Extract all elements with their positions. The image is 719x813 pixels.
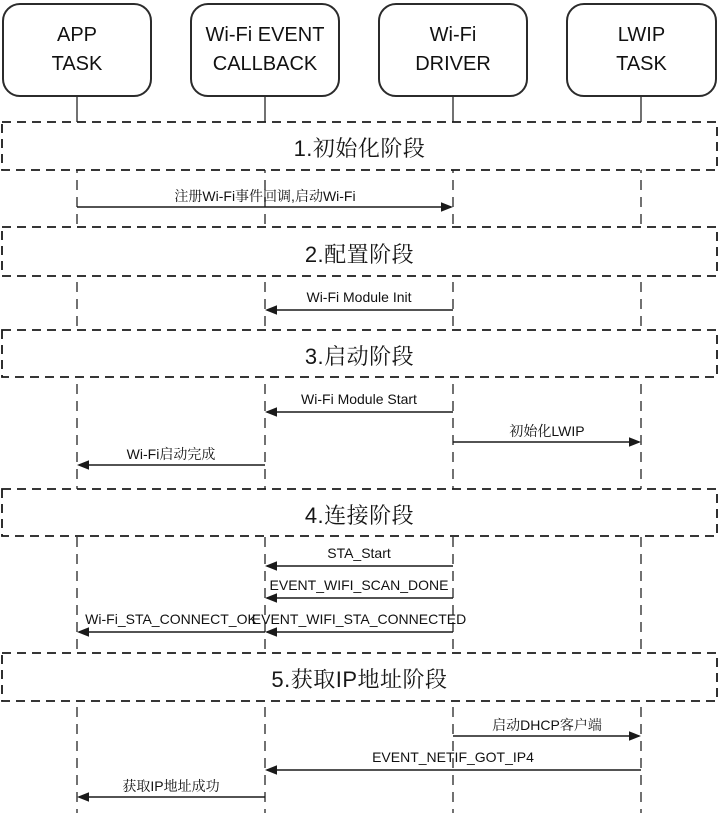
message-arrowhead bbox=[265, 593, 277, 603]
message-arrowhead bbox=[265, 305, 277, 315]
message-arrowhead bbox=[629, 437, 641, 447]
phase-title-5: 5.获取IP地址阶段 bbox=[271, 667, 448, 692]
actor-label-line1: APP bbox=[56, 24, 98, 46]
phase-title-1: 1.初始化阶段 bbox=[293, 136, 426, 161]
message-arrowhead bbox=[441, 202, 453, 212]
actor-box-wifi-event-callback bbox=[190, 3, 340, 97]
message-arrowhead bbox=[265, 765, 277, 775]
actor-box-app-task bbox=[2, 3, 152, 97]
message-label: Wi-Fi Module Init bbox=[306, 289, 412, 305]
message-label: EVENT_WIFI_STA_CONNECTED bbox=[251, 611, 467, 627]
message-arrowhead bbox=[77, 460, 89, 470]
message-arrowhead bbox=[265, 407, 277, 417]
message-label: Wi-Fi Module Start bbox=[301, 391, 417, 407]
phase-title-2: 2.配置阶段 bbox=[304, 241, 415, 267]
message-label: 启动DHCP客户端 bbox=[492, 717, 602, 733]
message-label: 初始化LWIP bbox=[509, 423, 585, 439]
phase-title-3: 3.启动阶段 bbox=[304, 343, 415, 369]
message-label: Wi-Fi启动完成 bbox=[126, 446, 216, 462]
message-arrowhead bbox=[265, 561, 277, 571]
actor-label-line2: TASK bbox=[616, 53, 667, 75]
message-label: EVENT_WIFI_SCAN_DONE bbox=[269, 577, 449, 593]
message-label: 注册Wi-Fi事件回调,启动Wi-Fi bbox=[174, 188, 356, 204]
actor-label-line1: Wi-Fi bbox=[429, 24, 477, 46]
actor-label-line2: TASK bbox=[51, 53, 103, 75]
message-label: 获取IP地址成功 bbox=[122, 778, 220, 794]
message-arrowhead bbox=[77, 792, 89, 802]
actor-box-wifi-driver bbox=[378, 3, 528, 97]
message-arrowhead bbox=[265, 627, 277, 637]
phase-title-4: 4.连接阶段 bbox=[304, 502, 415, 528]
actor-label-line1: Wi-Fi EVENT bbox=[205, 24, 325, 46]
message-label: EVENT_NETIF_GOT_IP4 bbox=[372, 749, 534, 765]
message-arrowhead bbox=[629, 731, 641, 741]
message-label: Wi-Fi_STA_CONNECT_OK bbox=[85, 611, 257, 627]
message-arrowhead bbox=[77, 627, 89, 637]
actor-box-lwip-task bbox=[566, 3, 717, 97]
actor-label-line2: DRIVER bbox=[415, 53, 491, 75]
message-label: STA_Start bbox=[327, 545, 391, 561]
actor-label-line1: LWIP bbox=[617, 24, 666, 46]
actor-label-line2: CALLBACK bbox=[212, 53, 318, 75]
